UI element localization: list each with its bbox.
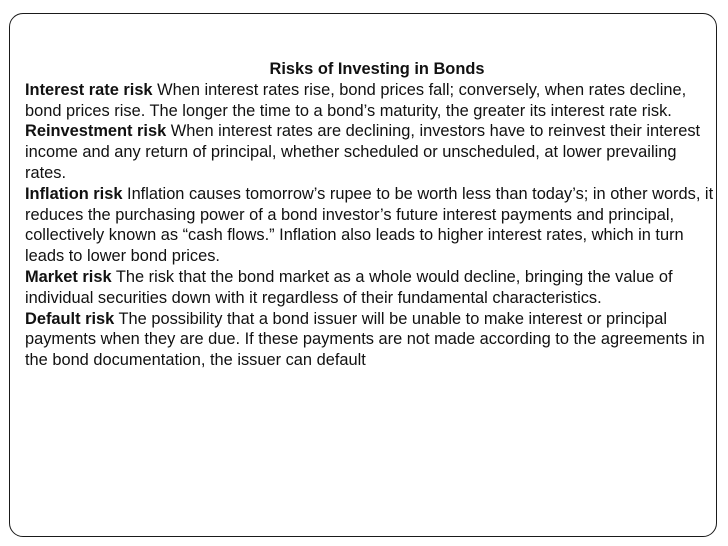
slide-title: Risks of Investing in Bonds [269, 60, 485, 78]
risk-term: Market risk [25, 267, 112, 286]
slide-content [25, 59, 717, 371]
risk-paragraph-reinvestment [25, 121, 717, 183]
risk-term: Reinvestment risk [25, 122, 167, 141]
risk-term: Inflation risk [25, 184, 123, 203]
risk-description: Inflation causes tomorrow’s rupee to be worth less than today’s; in other words, it reduces the purchasing power of a bond investor’s future interest payments and principal, collectively known as “cash flows.” Inflation also leads to higher interest rates, which in turn leads to lower bond prices. [25, 184, 714, 266]
risk-description: The risk that the bond market as a whole would decline, bringing the value of individual securities down with it regardless of their fundamental characteristics. [25, 267, 673, 307]
risk-term: Interest rate risk [25, 80, 153, 99]
risk-term: Default risk [25, 309, 115, 328]
risk-paragraph-market [25, 267, 717, 309]
risk-paragraph-default [25, 309, 717, 371]
risk-paragraph-inflation [25, 184, 717, 267]
risk-description: When interest rates are declining, investors have to reinvest their interest income and any return of principal, whether scheduled or unscheduled, at lower prevailing rates. [25, 122, 701, 182]
risk-description: The possibility that a bond issuer will be unable to make interest or principal payments when they are due. If these payments are not made according to the agreements in the bond documentation, the issuer can default [25, 309, 705, 370]
risk-description: When interest rates rise, bond prices fall; conversely, when rates decline, bond prices rise. The longer the time to a bond’s maturity, the greater its interest rate risk. [25, 80, 687, 120]
risk-paragraph-interest-rate [25, 80, 717, 122]
